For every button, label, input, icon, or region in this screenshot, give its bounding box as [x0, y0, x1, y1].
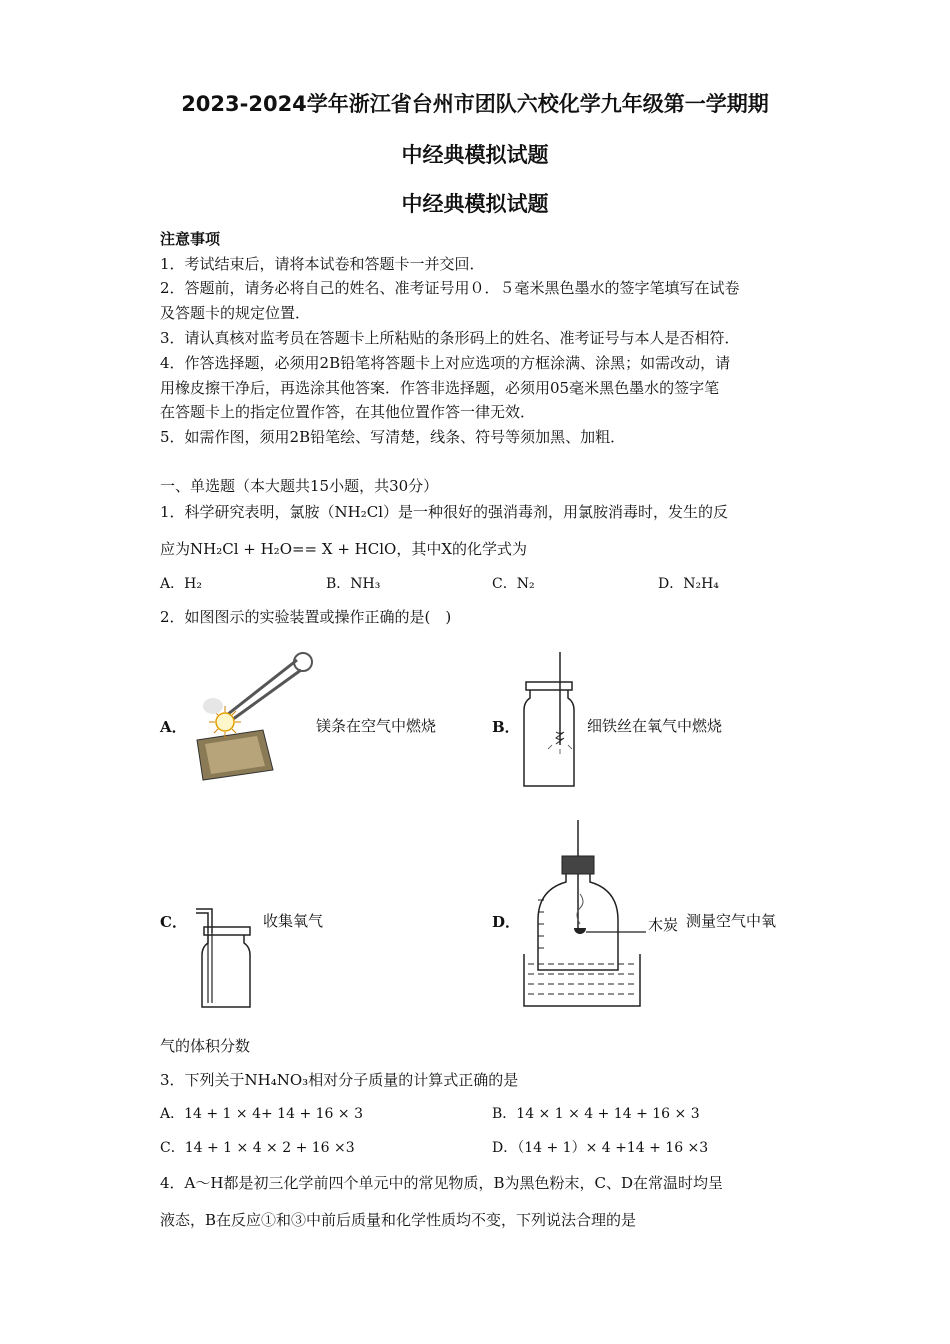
section-heading: 一、单选题（本大题共15小题，共30分） [160, 477, 439, 495]
page-subtitle-repeat: 中经典模拟试题 [401, 192, 549, 216]
q4-stem: 4．A～H都是初三化学前四个单元中的常见物质，B为黑色粉末，C、D在常温时均呈 [160, 1174, 723, 1192]
q1-stem-cont: 应为NH₂Cl + H₂O== X + HClO，其中X的化学式为 [160, 540, 528, 558]
q2-option-a-letter: A． [160, 718, 187, 736]
q3-option-d: D．（14 + 1）× 4 +14 + 16 ×3 [492, 1140, 709, 1156]
page-title: 2023-2024学年浙江省台州市团队六校化学九年级第一学期期 [181, 92, 769, 116]
q2-option-a-text: 镁条在空气中燃烧 [316, 717, 437, 735]
notice-item: 4．作答选择题，必须用2B铅笔将答题卡上对应选项的方框涂满、涂黑；如需改动，请 [160, 354, 731, 372]
notice-item: 3．请认真核对监考员在答题卡上所粘贴的条形码上的姓名、准考证号与本人是否相符． [160, 329, 740, 347]
q2-option-c-text: 收集氧气 [263, 912, 324, 930]
gas-collection-figure [192, 903, 256, 1011]
q1-option-c: C．N₂ [492, 576, 535, 592]
notice-item: 2．答题前，请务必将自己的姓名、准考证号用０．５毫米黑色墨水的签字笔填写在试卷 [160, 279, 740, 297]
charcoal-label: 木炭 [648, 916, 679, 934]
q1-option-d: D．N₂H₄ [658, 576, 719, 592]
q2-stem: 2．如图图示的实验装置或操作正确的是( ) [160, 608, 452, 626]
q1-option-b: B．NH₃ [326, 576, 381, 592]
q3-option-c: C．14 + 1 × 4 × 2 + 16 ×3 [160, 1140, 355, 1156]
q3-stem: 3．下列关于NH₄NO₃相对分子质量的计算式正确的是 [160, 1071, 519, 1089]
q3-option-a: A．14 + 1 × 4+ 14 + 16 × 3 [160, 1106, 363, 1122]
notice-item: 用橡皮擦干净后，再选涂其他答案．作答非选择题，必须用05毫米黑色墨水的签字笔 [160, 379, 720, 397]
q2-option-c-letter: C． [160, 913, 187, 931]
notice-item: 1．考试结束后，请将本试卷和答题卡一并交回． [160, 255, 485, 273]
oxygen-measurement-figure [522, 820, 646, 1010]
q2-option-b-letter: B． [492, 718, 520, 736]
iron-wire-jar-figure [518, 650, 580, 790]
notice-item: 在答题卡上的指定位置作答，在其他位置作答一律无效． [160, 403, 536, 421]
q1-option-a: A．H₂ [160, 576, 202, 592]
notice-item: 5．如需作图，须用2B铅笔绘、写清楚，线条、符号等须加黑、加粗． [160, 428, 626, 446]
q2-option-b-text: 细铁丝在氧气中燃烧 [587, 717, 723, 735]
q3-option-b: B．14 × 1 × 4 + 14 + 16 × 3 [492, 1106, 700, 1122]
q2-option-d-text: 测量空气中氧 [686, 912, 777, 930]
notice-item: 及答题卡的规定位置． [160, 304, 311, 322]
q1-stem: 1．科学研究表明，氯胺（NH₂Cl）是一种很好的强消毒剂，用氯胺消毒时，发生的反 [160, 503, 729, 521]
q4-stem-cont: 液态，B在反应①和③中前后质量和化学性质均不变，下列说法合理的是 [160, 1211, 637, 1229]
page-subtitle: 中经典模拟试题 [401, 143, 549, 167]
magnesium-burning-figure [185, 640, 315, 785]
q2-option-d-text-cont: 气的体积分数 [160, 1037, 251, 1055]
notice-heading: 注意事项 [160, 230, 221, 248]
q2-option-d-letter: D． [492, 913, 521, 931]
